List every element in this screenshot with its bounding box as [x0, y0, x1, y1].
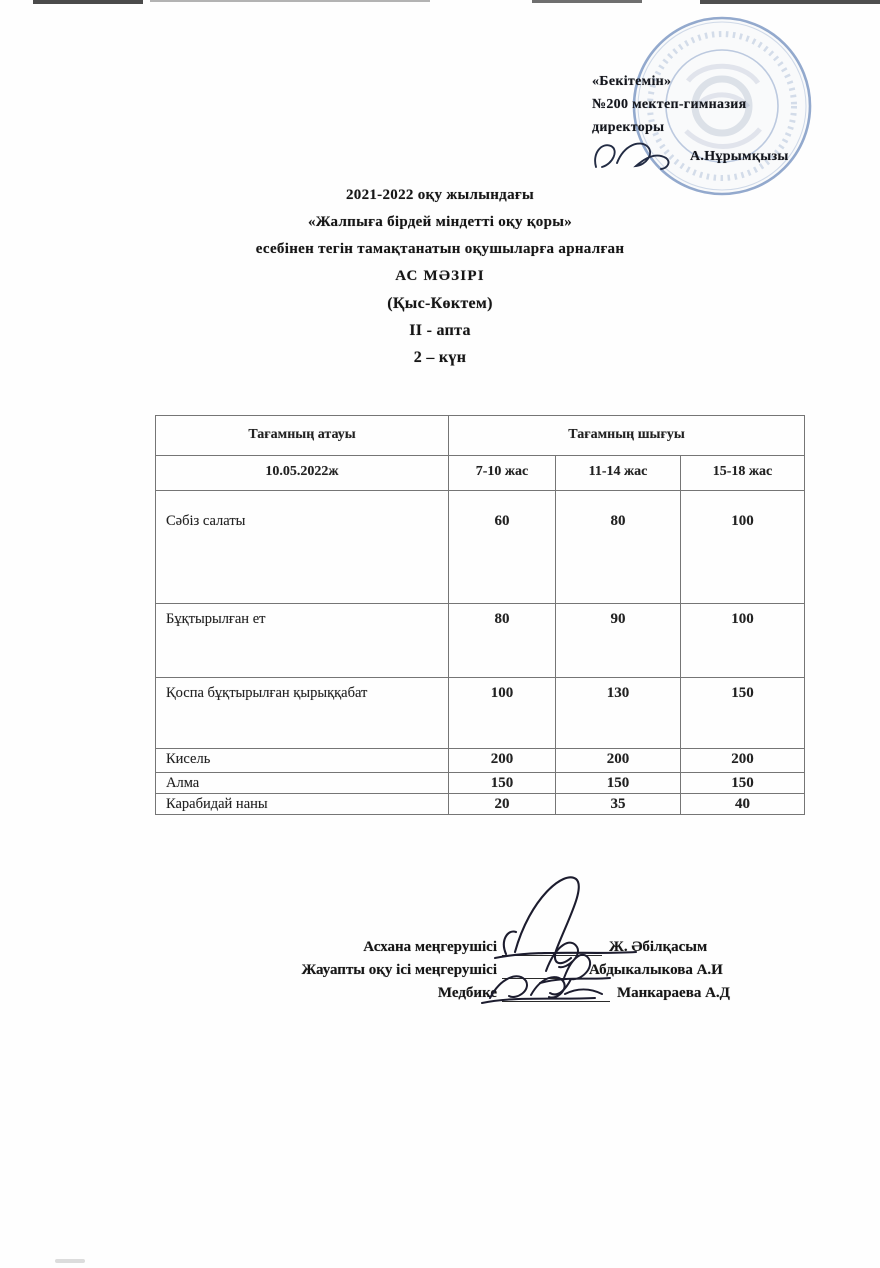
table-row [156, 794, 805, 815]
signature-name: Манкараева А.Д [617, 985, 730, 1001]
signature-label: Жауапты оқу ісі меңгерушісі [301, 962, 497, 978]
header-age-7-10: 7-10 жас [449, 456, 556, 491]
table-header-row [156, 416, 805, 456]
approval-block [592, 70, 832, 169]
director-signature-row [592, 139, 832, 169]
handwritten-signatures [470, 870, 690, 1030]
dish-value: 80 [449, 604, 556, 678]
signature-label: Асхана меңгерушісі [363, 939, 497, 955]
director-handwritten-signature [590, 135, 705, 175]
scan-edge-mark [33, 0, 143, 4]
dish-value: 150 [556, 773, 681, 794]
signature-label: Медбике [437, 985, 497, 1001]
title-day: 2 – күн [413, 349, 467, 366]
dish-value: 60 [449, 491, 556, 604]
header-dish-output: Тағамның шығуы [449, 416, 805, 456]
dish-value: 100 [681, 491, 805, 604]
approval-word: «Бекітемін» [592, 74, 672, 89]
signature-stroke-nurse [482, 976, 602, 1003]
school-name: №200 мектеп-гимназия [592, 97, 747, 112]
menu-table [155, 415, 805, 815]
table-subheader-row [156, 456, 805, 491]
scan-edge-mark [532, 0, 642, 3]
table-row [156, 678, 805, 749]
dish-value: 200 [681, 749, 805, 773]
director-role: директоры [592, 120, 665, 135]
table-row [156, 773, 805, 794]
signature-stroke-study-head [540, 943, 610, 995]
scan-edge-mark [700, 0, 880, 4]
dish-name: Кисель [156, 749, 449, 773]
table-row [156, 491, 805, 604]
dish-value: 100 [681, 604, 805, 678]
dish-name: Қоспа бұқтырылған қырыққабат [156, 678, 449, 749]
dish-value: 150 [449, 773, 556, 794]
dish-value: 20 [449, 794, 556, 815]
dish-value: 200 [449, 749, 556, 773]
dish-name: Алма [156, 773, 449, 794]
dish-value: 80 [556, 491, 681, 604]
header-dish-name: Тағамның атауы [156, 416, 449, 456]
dish-value: 90 [556, 604, 681, 678]
scan-edge-mark [150, 0, 430, 2]
signature-name: Ж. Әбілқасым [609, 939, 708, 955]
dish-value: 35 [556, 794, 681, 815]
table-row [156, 749, 805, 773]
title-line-year: 2021-2022 оқу жылындағы [345, 187, 534, 203]
dish-name: Сәбіз салаты [156, 491, 449, 604]
dish-value: 130 [556, 678, 681, 749]
director-name: А.Нұрымқызы [690, 149, 789, 164]
dish-value: 40 [681, 794, 805, 815]
dish-value: 150 [681, 678, 805, 749]
dish-name: Карабидай наны [156, 794, 449, 815]
document-title [0, 182, 880, 371]
dish-value: 200 [556, 749, 681, 773]
title-week: II - апта [409, 322, 471, 339]
table-row [156, 604, 805, 678]
dish-name: Бұқтырылған ет [156, 604, 449, 678]
title-menu-word: АС МӘЗІРІ [395, 268, 485, 284]
header-age-11-14: 11-14 жас [556, 456, 681, 491]
signature-name: Абдыкалыкова А.И [589, 962, 723, 978]
dish-value: 150 [681, 773, 805, 794]
header-date: 10.05.2022ж [156, 456, 449, 491]
title-line-fund: «Жалпыға бірдей міндетті оқу қоры» [307, 214, 573, 230]
title-season: (Қыс-Көктем) [387, 295, 493, 312]
title-line-purpose: есебінен тегін тамақтанатын оқушыларға арналған [255, 241, 625, 257]
header-age-15-18: 15-18 жас [681, 456, 805, 491]
signature-stroke-canteen [495, 877, 636, 963]
dish-value: 100 [449, 678, 556, 749]
scan-edge-mark [55, 1259, 85, 1263]
